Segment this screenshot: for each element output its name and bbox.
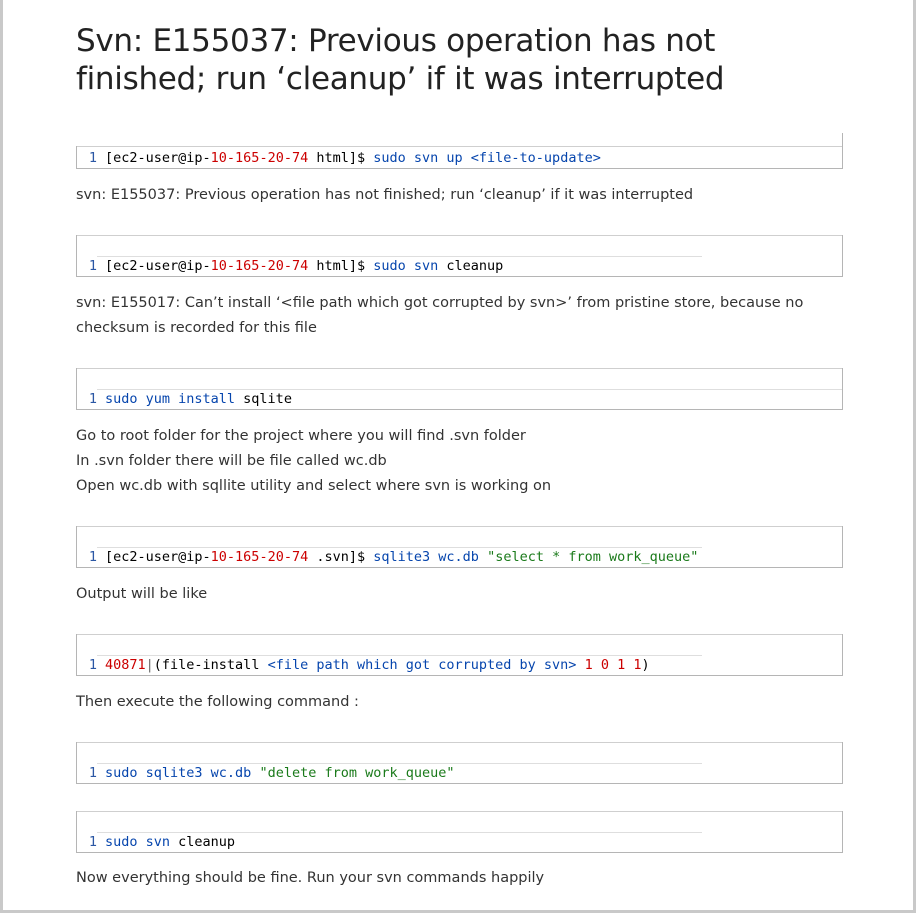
code-block-output xyxy=(76,634,843,676)
line-number: 1 xyxy=(88,549,97,565)
line-number: 1 xyxy=(88,657,97,673)
code-block-yum-install xyxy=(76,368,843,410)
page-title: Svn: E155037: Previous operation has not finished; run ‘cleanup’ if it was interrupted xyxy=(76,23,725,97)
code-block-svn-up xyxy=(76,146,843,169)
line-number: 1 xyxy=(88,834,97,850)
code-line: 1 40871|(file-install <file path which got corrupted by svn> 1 0 1 1) xyxy=(77,656,842,674)
instruction-line-2: In .svn folder there will be file called wc.db xyxy=(76,453,387,469)
article xyxy=(76,22,843,886)
code-line: 1 [ec2-user@ip-10-165-20-74 html]$ sudo svn cleanup xyxy=(77,257,842,275)
code-block-svn-cleanup-final xyxy=(76,811,843,853)
code-line: 1 [ec2-user@ip-10-165-20-74 html]$ sudo svn up <file-to-update> xyxy=(77,149,842,167)
code-line: 1 sudo sqlite3 wc.db "delete from work_queue" xyxy=(77,764,842,782)
output-intro: Output will be like xyxy=(76,586,208,602)
error-message-1: svn: E155037: Previous operation has not finished; run ‘cleanup’ if it was interrupted xyxy=(76,187,694,203)
code-block-svn-cleanup xyxy=(76,235,843,277)
instruction-line-3: Open wc.db with sqllite utility and select where svn is working on xyxy=(76,478,552,494)
code-line: 1 sudo svn cleanup xyxy=(77,833,842,851)
line-number: 1 xyxy=(88,258,97,274)
error-message-2: svn: E155017: Can’t install ‘<file path which got corrupted by svn>’ from pristine store, because no checksum is recorded for this file xyxy=(76,295,804,336)
command-intro: Then execute the following command : xyxy=(76,694,359,710)
instruction-line-1: Go to root folder for the project where you will find .svn folder xyxy=(76,428,526,444)
closing-note: Now everything should be fine. Run your svn commands happily xyxy=(76,870,545,886)
line-number: 1 xyxy=(88,391,97,407)
code-block-sqlite-delete xyxy=(76,742,843,784)
line-number: 1 xyxy=(88,150,97,166)
line-number: 1 xyxy=(88,765,97,781)
code-line: 1 sudo yum install sqlite xyxy=(77,390,842,408)
code-block-sqlite-select xyxy=(76,526,843,568)
code-line: 1 [ec2-user@ip-10-165-20-74 .svn]$ sqlite3 wc.db "select * from work_queue" xyxy=(77,548,842,566)
window-border-left xyxy=(0,0,3,913)
